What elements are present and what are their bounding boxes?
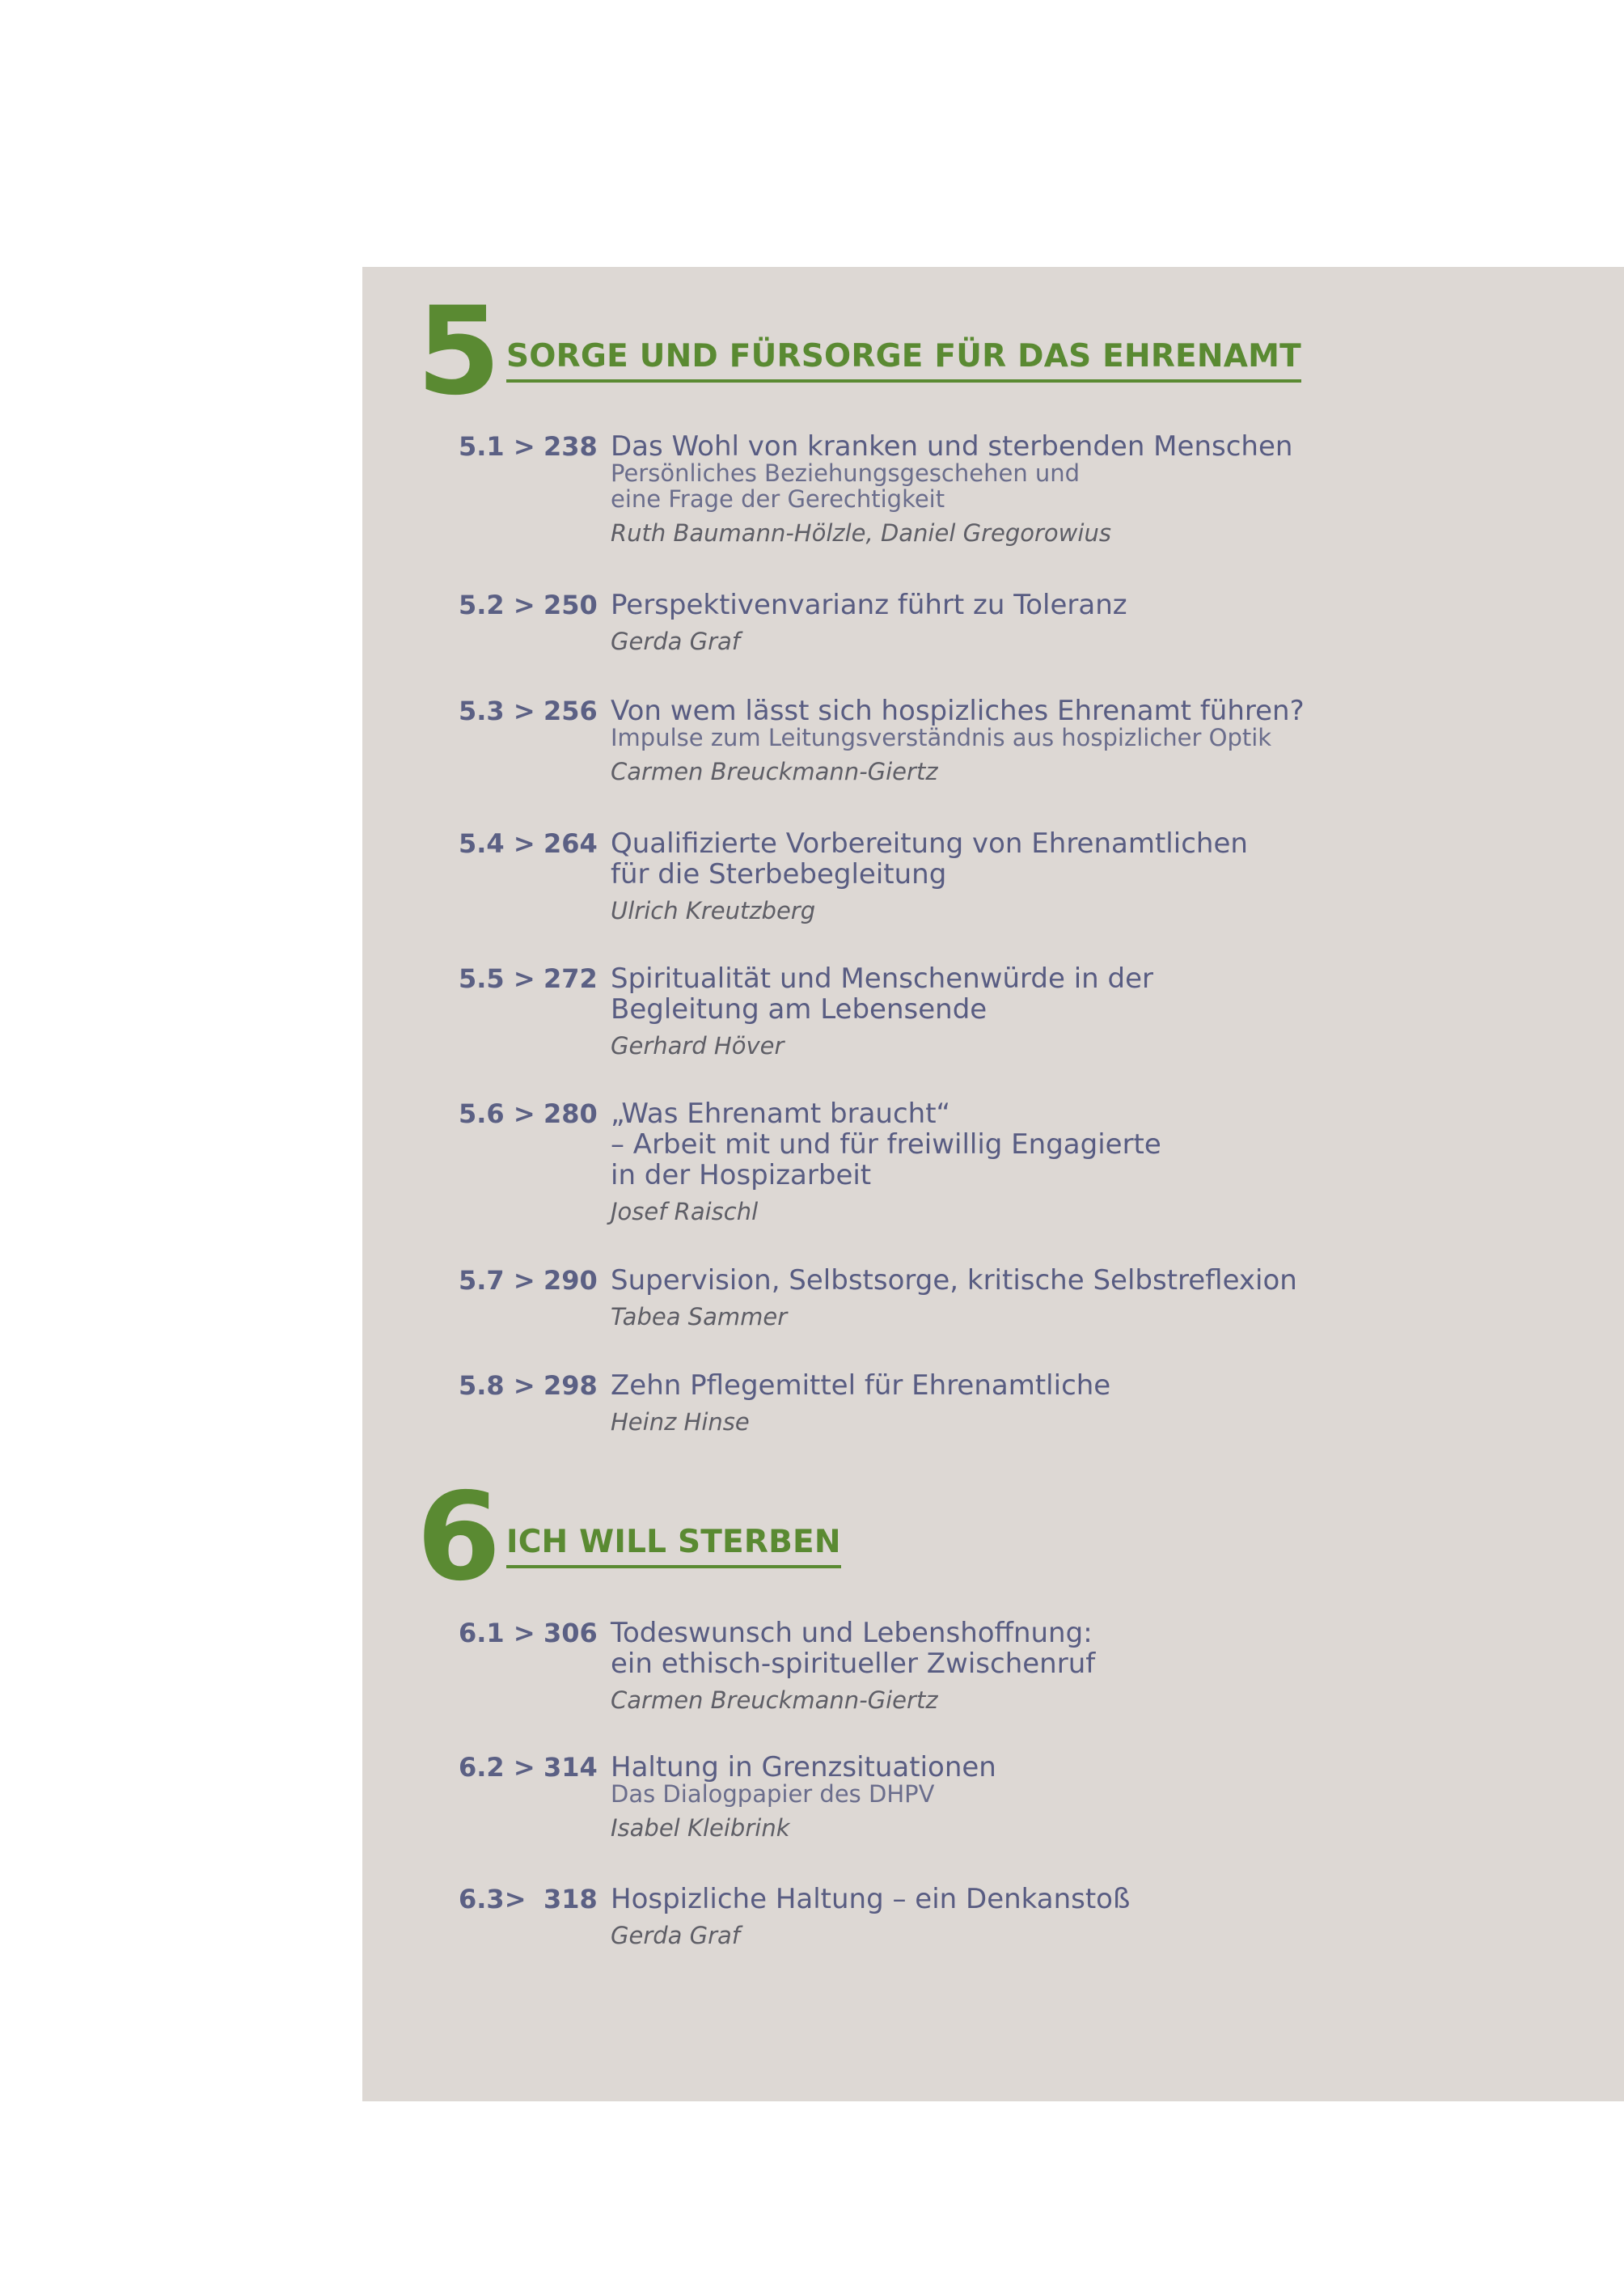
entry-page: 256 [543,696,598,726]
entry-subtitle: Persönliches Beziehungsgeschehen und eine Frage der Gerechtigkeit [611,459,1081,513]
entry-subtitle: Das Dialogpapier des DHPV [611,1780,935,1808]
entry-page: 306 [543,1618,598,1648]
entry-number: 6.3> [459,1884,527,1914]
entry-page: 272 [543,963,598,994]
entry-title: „Was Ehrenamt braucht“ – Arbeit mit und für freiwillig Engagierte in der Hospizarbeit [611,1098,1161,1191]
entry-author: Carmen Breuckmann-Giertz [611,1686,938,1714]
entry-author: Gerda Graf [611,1922,741,1949]
entry-page: 290 [543,1265,598,1296]
entry-number: 5.2 > [459,590,535,620]
entry-number: 5.3 > [459,696,535,726]
entry-number: 5.5 > [459,963,535,994]
entry-author: Tabea Sammer [611,1303,788,1331]
entry-number: 5.6 > [459,1098,535,1129]
entry-page: 264 [543,828,598,859]
entry-title: Hospizliche Haltung – ein Denkanstoß [611,1883,1131,1915]
entry-number: 5.1 > [459,431,535,462]
section-title: ICH WILL STERBEN [506,1524,841,1568]
entry-author: Isabel Kleibrink [611,1814,790,1842]
entry-title: Zehn Pflegemittel für Ehrenamtliche [611,1369,1111,1402]
entry-number: 5.8 > [459,1370,535,1401]
entry-title: Qualifizierte Vorbereitung von Ehrenamtlichen für die Sterbebegleitung [611,827,1248,891]
entry-title: Das Wohl von kranken und sterbenden Menschen [611,430,1293,463]
entry-number: 5.7 > [459,1265,535,1296]
entry-author: Josef Raischl [611,1198,759,1225]
section-number: 6 [417,1467,498,1608]
entry-title: Todeswunsch und Lebenshoffnung: ein ethisch-spiritueller Zwischenruf [611,1617,1096,1680]
entry-author: Ruth Baumann-Hölzle, Daniel Gregorowius [611,519,1111,547]
entry-author: Heinz Hinse [611,1408,750,1436]
section-number: 5 [417,281,498,422]
entry-author: Ulrich Kreutzberg [611,897,816,924]
entry-page: 238 [543,431,598,462]
entry-number: 6.1 > [459,1618,535,1648]
entry-page: 298 [543,1370,598,1401]
entry-title: Supervision, Selbstsorge, kritische Selbstreflexion [611,1264,1297,1297]
entry-number: 6.2 > [459,1752,535,1783]
entry-number: 5.4 > [459,828,535,859]
entry-page: 250 [543,590,598,620]
entry-page: 318 [543,1884,598,1914]
entry-subtitle: Impulse zum Leitungsverständnis aus hospizlicher Optik [611,724,1272,751]
section-title: SORGE UND FÜRSORGE FÜR DAS EHRENAMT [506,338,1301,383]
entry-title: Spiritualität und Menschenwürde in der Begleitung am Lebensende [611,962,1153,1026]
entry-author: Gerda Graf [611,628,741,655]
entry-page: 314 [543,1752,598,1783]
entry-title: Haltung in Grenzsituationen [611,1751,996,1783]
entry-author: Gerhard Höver [611,1032,785,1060]
entry-author: Carmen Breuckmann-Giertz [611,758,938,785]
entry-title: Von wem lässt sich hospizliches Ehrenamt führen? [611,695,1305,727]
entry-title: Perspektivenvarianz führt zu Toleranz [611,589,1127,621]
entry-page: 280 [543,1098,598,1129]
